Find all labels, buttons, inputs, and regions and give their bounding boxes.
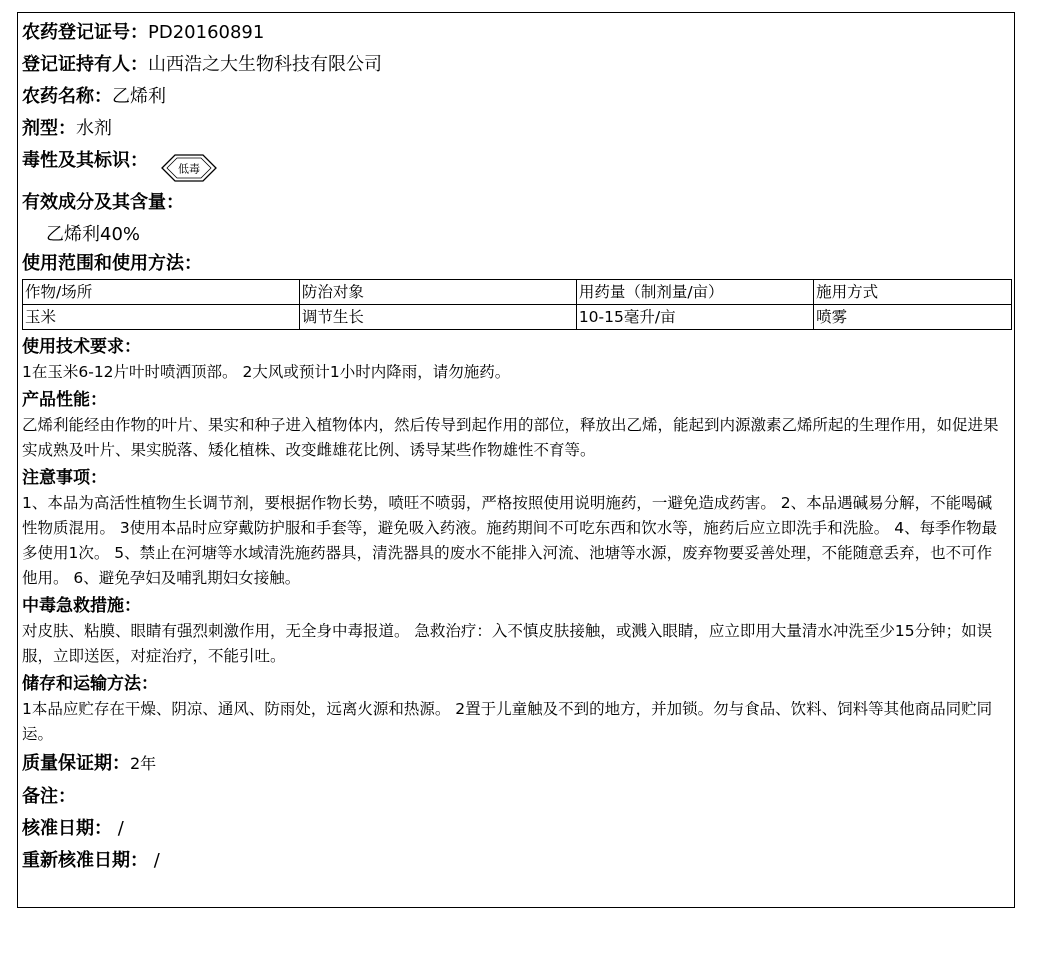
pesticide-name-label: 农药名称： bbox=[22, 86, 112, 107]
usage-label: 使用范围和使用方法： bbox=[22, 253, 202, 274]
performance-text: 乙烯利能经由作物的叶片、果实和种子进入植物体内，然后传导到起作用的部位，释放出乙烯，能起到内源激素乙烯所起的生理作用，如促进果实成熟及叶片、果实脱落、矮化植株、改变雌雄花比例、诱导某些作物雄性不育等。 bbox=[22, 416, 999, 459]
technique-label: 使用技术要求： bbox=[22, 337, 141, 357]
ingredient-label: 有效成分及其含量： bbox=[22, 192, 184, 213]
shelf-life-row bbox=[22, 747, 1010, 781]
reapproval-date-value: / bbox=[148, 850, 160, 871]
approval-date-value: / bbox=[112, 818, 124, 839]
usage-cell-method: 喷雾 bbox=[814, 305, 1012, 330]
precautions-heading-row bbox=[22, 465, 1010, 491]
formulation-label: 剂型： bbox=[22, 118, 76, 139]
registration-number-row bbox=[22, 17, 1010, 49]
toxicity-label: 毒性及其标识： bbox=[22, 150, 148, 171]
usage-cell-dosage: 10-15毫升/亩 bbox=[576, 305, 813, 330]
storage-text: 1本品应贮存在干燥、阴凉、通风、防雨处，远离火源和热源。 2置于儿童触及不到的地方，并加锁。勿与食品、饮料、饲料等其他商品同贮同运。 bbox=[22, 700, 993, 743]
registration-number-label: 农药登记证号： bbox=[22, 22, 148, 43]
registration-holder-label: 登记证持有人： bbox=[22, 54, 148, 75]
ingredient-value: 乙烯利40% bbox=[46, 224, 141, 245]
performance-label: 产品性能： bbox=[22, 390, 107, 410]
usage-table bbox=[22, 279, 1012, 330]
storage-heading-row bbox=[22, 671, 1010, 697]
first-aid-label: 中毒急救措施： bbox=[22, 596, 141, 616]
first-aid-heading-row bbox=[22, 593, 1010, 619]
registration-number-value: PD20160891 bbox=[148, 22, 265, 43]
ingredient-row bbox=[22, 187, 1010, 219]
registration-holder-value: 山西浩之大生物科技有限公司 bbox=[148, 54, 382, 75]
first-aid-text: 对皮肤、粘膜、眼睛有强烈刺激作用，无全身中毒报道。 急救治疗：入不慎皮肤接触，或溅入眼睛，应立即用大量清水冲洗至少15分钟；如误服，立即送医，对症治疗，不能引吐。 bbox=[22, 622, 993, 665]
approval-date-label: 核准日期： bbox=[22, 818, 112, 839]
usage-cell-target: 调节生长 bbox=[299, 305, 576, 330]
technique-text: 1在玉米6-12片叶时喷洒顶部。 2大风或预计1小时内降雨，请勿施药。 bbox=[22, 363, 511, 381]
toxicity-row bbox=[22, 145, 1010, 187]
formulation-row bbox=[22, 113, 1010, 145]
remarks-row bbox=[22, 781, 1010, 813]
pesticide-name-value: 乙烯利 bbox=[112, 86, 166, 107]
performance-heading-row bbox=[22, 387, 1010, 413]
usage-header-dosage: 用药量（制剂量/亩） bbox=[576, 280, 813, 305]
formulation-value: 水剂 bbox=[76, 118, 112, 139]
technique-heading-row bbox=[22, 334, 1010, 360]
registration-holder-row bbox=[22, 49, 1010, 81]
shelf-life-value: 2年 bbox=[130, 754, 157, 773]
usage-cell-crop: 玉米 bbox=[23, 305, 300, 330]
ingredient-value-row bbox=[22, 219, 1010, 251]
usage-heading-row bbox=[22, 251, 1010, 277]
storage-label: 储存和运输方法： bbox=[22, 674, 158, 694]
remarks-label: 备注： bbox=[22, 786, 76, 807]
usage-header-crop: 作物/场所 bbox=[23, 280, 300, 305]
usage-header-method: 施用方式 bbox=[814, 280, 1012, 305]
reapproval-date-label: 重新核准日期： bbox=[22, 850, 148, 871]
precautions-label: 注意事项： bbox=[22, 468, 107, 488]
toxicity-mark-text: 低毒 bbox=[178, 162, 200, 176]
precautions-text: 1、本品为高活性植物生长调节剂，要根据作物长势，喷旺不喷弱，严格按照使用说明施药，一避免造成药害。 2、本品遇碱易分解，不能喝碱性物质混用。 3使用本品时应穿戴防护服和手套等，避免吸入药液。施药期间不可吃东西和饮水等，施药后应立即洗手和洗脸。 4、每季作物最多使用1次。 5、禁止在河塘等水域清洗施药器具，清洗器具的废水不能排入河流、池塘等水源，废弃物要妥善处理，不能随意丢弃，也不可作他用。 6、避免孕妇及哺乳期妇女接触。 bbox=[22, 494, 998, 587]
pesticide-name-row bbox=[22, 81, 1010, 113]
pesticide-label-document bbox=[17, 12, 1015, 908]
shelf-life-label: 质量保证期： bbox=[22, 753, 130, 774]
table-row bbox=[23, 305, 1012, 330]
usage-table-header-row bbox=[23, 280, 1012, 305]
reapproval-date-row bbox=[22, 845, 1010, 877]
approval-date-row bbox=[22, 813, 1010, 845]
usage-header-target: 防治对象 bbox=[299, 280, 576, 305]
low-toxicity-diamond-icon bbox=[160, 151, 218, 185]
